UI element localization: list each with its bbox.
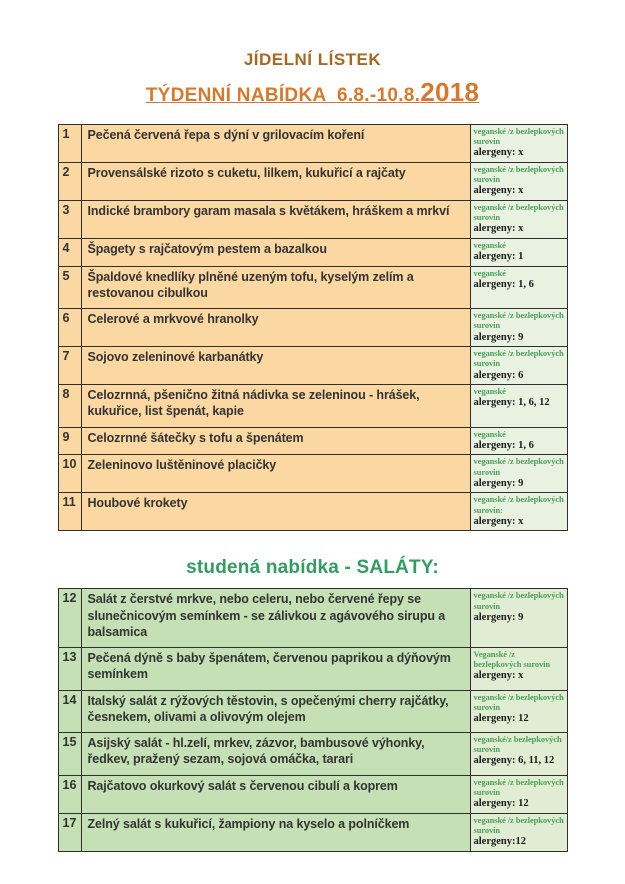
- row-number: 16: [58, 775, 81, 813]
- allergens-label: alergeny: 12: [473, 797, 529, 809]
- allergens-label: alergeny: 9: [473, 611, 524, 623]
- allergens-label: alergeny: x: [473, 185, 524, 197]
- table-row: [58, 648, 567, 691]
- dietary-info-cell: [470, 775, 567, 813]
- allergens-label: alergeny:12: [473, 835, 526, 847]
- row-number: 8: [58, 385, 81, 428]
- table-row: [58, 125, 567, 163]
- vegan-label: Veganské /z bezlepkových surovin: [473, 649, 550, 670]
- row-number: 17: [58, 813, 81, 851]
- table-row: [58, 347, 567, 385]
- table-row: [58, 385, 567, 428]
- dish-name: Provensálské rizoto s cuketu, lilkem, kukuřicí a rajčaty: [81, 162, 470, 200]
- table-row: [58, 455, 567, 493]
- vegan-label: veganské /z bezlepkových surovin: [473, 310, 564, 331]
- dietary-info-cell: [470, 493, 567, 531]
- row-number: 6: [58, 309, 81, 347]
- table-row: [58, 200, 567, 238]
- allergens-label: alergeny: 12: [473, 712, 529, 724]
- dietary-info-cell: [470, 690, 567, 733]
- dish-name: Celozrnná, pšenično žitná nádivka se zeleninou - hrášek, kukuřice, list špenát, kapie: [81, 385, 470, 428]
- vegan-label: veganské /z bezlepkových surovin: [473, 163, 564, 185]
- cold-menu-heading: studená nabídka - SALÁTY:: [186, 557, 439, 579]
- row-number: 2: [58, 162, 81, 200]
- page-subtitle: [0, 77, 625, 108]
- row-number: 12: [58, 589, 81, 648]
- table-row: [58, 266, 567, 309]
- row-number: 1: [58, 125, 81, 163]
- allergens-label: alergeny: x: [473, 515, 524, 527]
- allergens-label: alergeny: 1: [473, 251, 524, 263]
- dish-name: Pečená červená řepa s dýní v grilovacím koření: [81, 125, 470, 163]
- vegan-label: veganské: [473, 239, 506, 250]
- allergens-label: alergeny: 1, 6: [473, 439, 534, 451]
- row-number: 3: [58, 200, 81, 238]
- dish-name: Celerové a mrkvové hranolky: [81, 309, 470, 347]
- vegan-label: veganské /z bezlepkových surovin: [473, 590, 564, 611]
- year-text: 2018: [420, 77, 480, 107]
- dish-name: Špaldové knedlíky plněné uzeným tofu, kyselým zelím a restovanou cibulkou: [81, 266, 470, 309]
- row-number: 7: [58, 347, 81, 385]
- dietary-info-cell: [470, 427, 567, 455]
- vegan-label: veganské: [473, 428, 506, 439]
- vegan-label: veganské/z bezlepkových surovin: [473, 734, 562, 755]
- dish-name: Rajčatovo okurkový salát s červenou cibulí a koprem: [81, 775, 470, 813]
- table-row: [58, 162, 567, 200]
- allergens-label: alergeny: 1, 6, 12: [473, 397, 550, 409]
- allergens-label: alergeny: 9: [473, 331, 524, 343]
- allergens-label: alergeny: x: [473, 147, 524, 159]
- dietary-info-cell: [470, 309, 567, 347]
- dish-name: Salát z čerstvé mrkve, nebo celeru, nebo červené řepy se slunečnicovým semínkem - se zálivkou z agávového sirupu a balsamica: [81, 589, 470, 648]
- allergens-label: alergeny: x: [473, 223, 524, 235]
- table-row: [58, 690, 567, 733]
- dish-name: Zelný salát s kukuřicí, žampiony na kyselo a polníčkem: [81, 813, 470, 851]
- vegan-label: veganské /z bezlepkových surovin: [473, 126, 564, 147]
- table-row: [58, 813, 567, 851]
- dietary-info-cell: [470, 125, 567, 163]
- table-row: [58, 427, 567, 455]
- subtitle-text: TÝDENNÍ NABÍDKA 6.8.-10.8.: [145, 85, 421, 106]
- cold-menu-table: [58, 588, 568, 851]
- hot-menu-rows: [58, 125, 567, 531]
- table-row: [58, 733, 567, 776]
- page-title: JÍDELNÍ LÍSTEK: [243, 50, 382, 69]
- row-number: 11: [58, 493, 81, 531]
- dish-name: Asijský salát - hl.zelí, mrkev, zázvor, bambusové výhonky, ředkev, pražený sezam, sojová omáčka, tarari: [81, 733, 470, 776]
- dietary-info-cell: [470, 733, 567, 776]
- row-number: 10: [58, 455, 81, 493]
- vegan-label: veganské /z bezlepkových surovin: [473, 776, 564, 797]
- vegan-label: veganské /z bezlepkových surovin:: [473, 494, 564, 515]
- row-number: 13: [58, 648, 81, 691]
- dish-name: Indické brambory garam masala s květákem, hráškem a mrkví: [81, 200, 470, 238]
- row-number: 9: [58, 427, 81, 455]
- row-number: 5: [58, 266, 81, 309]
- dietary-info-cell: [470, 200, 567, 238]
- table-row: [58, 238, 567, 266]
- dish-name: Sojovo zeleninové karbanátky: [81, 347, 470, 385]
- allergens-label: alergeny: 6, 11, 12: [473, 755, 555, 767]
- dietary-info-cell: [470, 589, 567, 648]
- cold-menu-rows: [58, 589, 567, 851]
- dietary-info-cell: [470, 813, 567, 851]
- dietary-info-cell: [470, 648, 567, 691]
- vegan-label: veganské /z bezlepkových surovin: [473, 456, 564, 477]
- vegan-label: veganské: [473, 386, 506, 397]
- dietary-info-cell: [470, 266, 567, 309]
- dish-name: Špagety s rajčatovým pestem a bazalkou: [81, 238, 470, 266]
- vegan-label: veganské /z bezlepkových surovin: [473, 348, 564, 369]
- vegan-label: veganské /z bezlepkových surovin: [473, 691, 564, 712]
- allergens-label: alergeny: 9: [473, 477, 524, 489]
- table-row: [58, 589, 567, 648]
- row-number: 4: [58, 238, 81, 266]
- dietary-info-cell: [470, 238, 567, 266]
- allergens-label: alergeny: 6: [473, 369, 524, 381]
- hot-menu-table: [58, 124, 568, 531]
- dietary-info-cell: [470, 455, 567, 493]
- allergens-label: alergeny: x: [473, 670, 524, 682]
- table-row: [58, 493, 567, 531]
- dish-name: Zeleninovo luštěninové placičky: [81, 455, 470, 493]
- vegan-label: veganské /z bezlepkových surovin: [473, 201, 564, 223]
- dish-name: Pečená dýně s baby špenátem, červenou paprikou a dýňovým semínkem: [81, 648, 470, 691]
- dish-name: Italský salát z rýžových těstovin, s opečenými cherry rajčátky, česnekem, olivami a olivovým olejem: [81, 690, 470, 733]
- allergens-label: alergeny: 1, 6: [473, 278, 534, 290]
- dietary-info-cell: [470, 385, 567, 428]
- vegan-label: veganské /z bezlepkových surovin: [473, 814, 564, 835]
- row-number: 15: [58, 733, 81, 776]
- table-row: [58, 775, 567, 813]
- dish-name: Houbové krokety: [81, 493, 470, 531]
- vegan-label: veganské: [473, 267, 506, 278]
- dish-name: Celozrnné šátečky s tofu a špenátem: [81, 427, 470, 455]
- dietary-info-cell: [470, 347, 567, 385]
- table-row: [58, 309, 567, 347]
- dietary-info-cell: [470, 162, 567, 200]
- row-number: 14: [58, 690, 81, 733]
